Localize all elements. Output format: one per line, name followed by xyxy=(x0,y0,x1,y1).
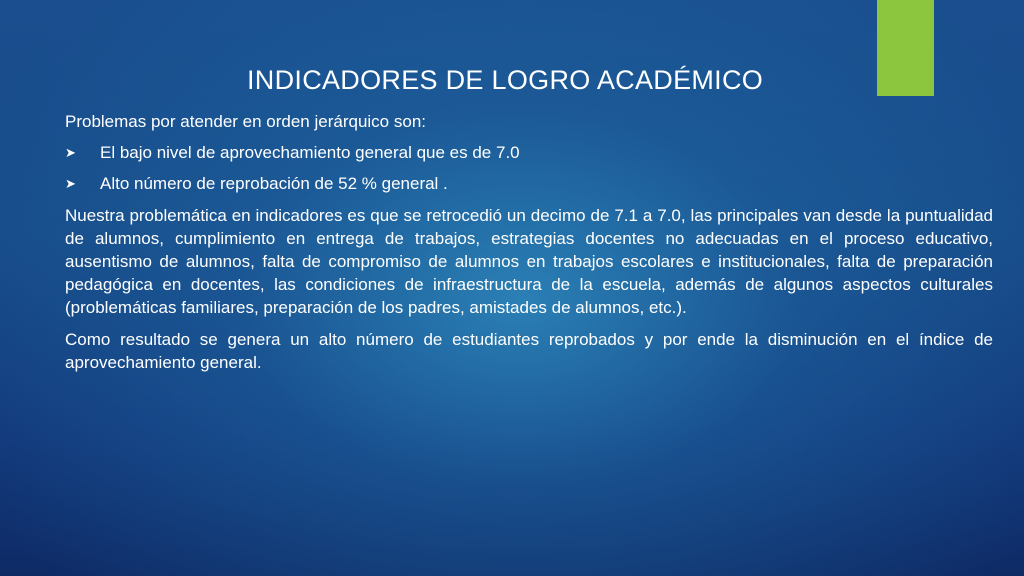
arrow-bullet-icon: ➤ xyxy=(65,145,76,161)
arrow-bullet-icon: ➤ xyxy=(65,176,76,192)
problem-paragraph: Nuestra problemática en indicadores es que se retrocedió un decimo de 7.1 a 7.0, las principales van desde la puntualidad de alumnos, cumplimiento en entrega de trabajos, estrategias docentes no adecuadas en el proceso educativo, ausentismo de alumnos, falta de compromiso de alumnos en trabajos escolares e institucionales, falta de preparación pedagógica en docentes, las condiciones de infraestructura de la escuela, además de algunos aspectos culturales (problemáticas familiares, preparación de los padres, amistades de alumnos, etc.). xyxy=(65,205,993,318)
slide-title: INDICADORES DE LOGRO ACADÉMICO xyxy=(247,65,764,95)
slide-content xyxy=(65,110,993,382)
result-paragraph: Como resultado se genera un alto número de estudiantes reprobados y por ende la disminución en el índice de aprovechamiento general. xyxy=(65,329,993,372)
bullet-text: Alto número de reprobación de 52 % general . xyxy=(100,174,448,194)
bullet-text: El bajo nivel de aprovechamiento general que es de 7.0 xyxy=(100,143,520,163)
bullet-item xyxy=(65,141,993,164)
accent-bar xyxy=(877,0,934,96)
bullet-item xyxy=(65,172,993,195)
intro-text: Problemas por atender en orden jerárquico son: xyxy=(65,112,426,131)
